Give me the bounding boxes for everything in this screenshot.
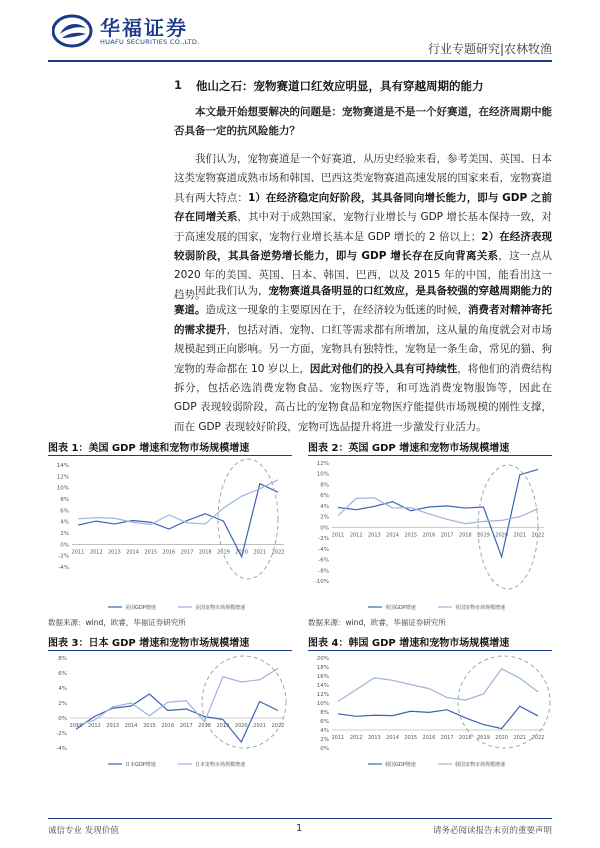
x-tick-label: 2014 <box>124 723 138 729</box>
chart-kr-gdp-pet <box>308 652 552 772</box>
y-tick-label: -8% <box>318 568 329 575</box>
x-tick-label: 2013 <box>107 549 121 556</box>
legend-label: 日本GDP增速 <box>125 762 156 768</box>
x-tick-label: 2017 <box>440 532 454 539</box>
series-line-1 <box>338 498 538 524</box>
legend-label: 韩国宠物市场规模增速 <box>455 762 506 768</box>
x-tick-label: 2019 <box>216 723 230 729</box>
y-tick-label: 16% <box>316 674 329 680</box>
text-run: ，这一点从 2020 年的美国、英国、日本、韩国、巴西，以及 2015 年的中国，能看出这一趋势。 <box>174 250 552 301</box>
x-tick-label: 2012 <box>349 532 363 539</box>
x-tick-label: 2013 <box>367 735 381 741</box>
y-tick-label: -4% <box>58 565 69 571</box>
x-tick-label: 2022 <box>531 735 545 741</box>
x-tick-label: 2016 <box>422 532 436 539</box>
bold-run: 2）在经济表现较弱阶段，其具备逆势增长能力，即与 GDP 增长存在反向背离关系 <box>174 230 552 263</box>
y-tick-label: 4% <box>320 728 329 734</box>
intro-question: 本文最开始想要解决的问题是：宠物赛道是不是一个好赛道，在经济周期中能否具备一定的抗风险能力？ <box>174 106 552 138</box>
figure-4-title: 图表 4：韩国 GDP 增速和宠物市场规模增速 <box>308 638 510 649</box>
y-tick-label: -2% <box>58 553 69 560</box>
x-tick-label: 2021 <box>253 549 267 556</box>
legend-label: 美国宠物市场规模增速 <box>195 605 246 611</box>
y-tick-label: 6% <box>320 719 329 725</box>
series-line-0 <box>338 706 538 728</box>
x-tick-label: 2014 <box>126 549 139 556</box>
x-tick-label: 2019 <box>477 532 490 539</box>
y-tick-label: 2% <box>320 737 329 743</box>
logo-text-en: HUAFU SECURITIES CO.,LTD. <box>100 38 200 46</box>
figure-3-rule <box>48 650 292 651</box>
legend-label: 日本宠物市场规模增速 <box>195 762 246 768</box>
legend-label: 英国GDP增速 <box>385 605 416 611</box>
x-tick-label: 2020 <box>495 532 509 539</box>
y-tick-label: -4% <box>56 746 67 752</box>
header-divider <box>48 60 552 62</box>
x-tick-label: 2020 <box>234 723 248 729</box>
highlight-ellipse <box>202 656 286 748</box>
y-tick-label: 14% <box>56 463 69 469</box>
x-tick-label: 2017 <box>179 723 193 729</box>
y-tick-label: 10% <box>56 485 69 492</box>
y-tick-label: 10% <box>316 701 329 707</box>
chart-us-gdp-pet <box>48 457 292 615</box>
x-tick-label: 2016 <box>422 735 436 741</box>
x-tick-label: 2011 <box>71 549 85 556</box>
bold-run: 因此对他们的投入具有可持续性 <box>309 362 458 375</box>
logo-text-cn: 华福证券 <box>100 16 188 40</box>
figure-2-rule <box>308 455 552 456</box>
chart-jp-gdp-pet <box>48 652 292 772</box>
y-tick-label: 12% <box>316 692 329 698</box>
text-run: ，其中对于成熟国家，宠物行业增长与 GDP 增长基本保持一致，对于高速发展的国家，宠物行业增长基本是 GDP 增长的 2 倍以上； <box>174 211 552 243</box>
figure-1-source: 数据来源：wind，欧睿，华福证券研究所 <box>48 618 186 627</box>
y-tick-label: 0% <box>58 716 67 722</box>
x-tick-label: 2017 <box>440 735 454 741</box>
x-tick-label: 2018 <box>198 723 211 729</box>
y-tick-label: 6% <box>60 508 69 515</box>
text-run: 造成这一现象的主要原因在于，在经济较为低迷的时候， <box>205 304 468 317</box>
x-tick-label: 2014 <box>386 532 399 539</box>
footer-slogan: 诚信专业 发现价值 <box>48 826 119 836</box>
y-tick-label: 0% <box>320 746 329 752</box>
x-tick-label: 2018 <box>458 735 472 741</box>
x-tick-label: 2020 <box>495 735 509 741</box>
x-tick-label: 2013 <box>106 723 120 729</box>
y-tick-label: 6% <box>320 493 329 500</box>
x-tick-label: 2015 <box>143 723 156 729</box>
y-tick-label: -10% <box>314 579 329 585</box>
x-tick-label: 2020 <box>235 549 249 556</box>
y-tick-label: 14% <box>316 683 329 689</box>
y-tick-label: 20% <box>316 656 329 662</box>
y-tick-label: 12% <box>316 461 329 467</box>
x-tick-label: 2013 <box>367 532 381 539</box>
y-tick-label: 4% <box>60 519 69 526</box>
x-tick-label: 2016 <box>161 723 175 729</box>
report-category: 行业专题研究|农林牧渔 <box>427 42 552 56</box>
y-tick-label: 8% <box>320 482 329 489</box>
section-title: 他山之石：宠物赛道口红效应明显，具有穿越周期的能力 <box>196 79 484 93</box>
series-line-0 <box>78 484 278 557</box>
section-number: 1 <box>174 78 183 92</box>
legend-label: 韩国GDP增速 <box>385 762 416 768</box>
x-tick-label: 2018 <box>198 549 212 556</box>
text-run: 因此我们认为， <box>195 285 269 297</box>
x-tick-label: 2021 <box>513 735 527 741</box>
x-tick-label: 2022 <box>271 549 285 556</box>
bold-run: 宠物赛道具备明显的口红效应，是具备较强的穿越周期能力的赛道。 <box>174 285 552 317</box>
y-tick-label: -6% <box>318 557 329 564</box>
figure-1-title: 图表 1：美国 GDP 增速和宠物市场规模增速 <box>48 443 250 454</box>
figure-1-rule <box>48 455 292 456</box>
y-tick-label: 8% <box>60 497 69 503</box>
y-tick-label: -2% <box>56 731 67 737</box>
y-tick-label: 6% <box>58 671 67 677</box>
x-tick-label: 2011 <box>331 735 345 741</box>
x-tick-label: 2012 <box>349 735 363 741</box>
y-tick-label: 0% <box>320 525 329 532</box>
y-tick-label: -4% <box>318 546 329 553</box>
bold-run: 消费者对精神寄托的需求提升 <box>174 304 552 336</box>
y-tick-label: 2% <box>60 531 69 537</box>
x-tick-label: 2017 <box>180 549 194 556</box>
text-run: ，包括对酒、宠物、口红等需求都有所增加，这从量的角度就会对市场规模起到正向影响。另一方面，宠物具有独特性，宠物是一条生命，常见的猫、狗宠物的寿命都在 10 岁以上， <box>174 323 552 375</box>
y-tick-label: 4% <box>320 503 329 510</box>
x-tick-label: 2015 <box>404 735 418 741</box>
x-tick-label: 2022 <box>531 532 545 539</box>
series-line-1 <box>76 669 278 726</box>
x-tick-label: 2011 <box>331 532 345 539</box>
figure-2-source: 数据来源：wind，欧睿，华福证券研究所 <box>308 618 446 627</box>
figure-4-rule <box>308 650 552 651</box>
x-tick-label: 2019 <box>217 549 230 556</box>
x-tick-label: 2021 <box>253 723 267 729</box>
x-tick-label: 2012 <box>87 723 101 729</box>
legend-label: 英国宠物市场规模增速 <box>455 605 506 611</box>
x-tick-label: 2016 <box>162 549 176 556</box>
footer-disclaimer: 请务必阅读报告末页的重要声明 <box>432 826 552 836</box>
text-run: 我们认为，宠物赛道是一个好赛道，从历史经验来看，参考美国、英国、日本这类宠物赛道成熟市场和韩国、巴西这类宠物赛道高速发展的国家来看，宠物赛道具有两大特点： <box>174 153 552 204</box>
page-number: 1 <box>296 823 303 834</box>
x-tick-label: 2022 <box>271 723 285 729</box>
x-tick-label: 2015 <box>144 549 158 556</box>
page-header <box>0 0 600 68</box>
chart-uk-gdp-pet <box>308 457 552 615</box>
y-tick-label: 2% <box>58 701 67 707</box>
y-tick-label: 12% <box>56 474 69 481</box>
text-run: ，将他们的消费结构拆分，包括必选消费宠物食品、宠物医疗等，和可选消费宠物服饰等，因此在 GDP 表现较弱阶段，高占比的宠物食品和宠物医疗能提供市场规模的刚性支撑，而在 GDP 表现较好阶段，宠物可选品提升将进一步激发行业活力。 <box>174 362 552 433</box>
figure-2-title: 图表 2：英国 GDP 增速和宠物市场规模增速 <box>308 443 510 454</box>
y-tick-label: 8% <box>58 656 67 662</box>
y-tick-label: 18% <box>316 665 329 671</box>
series-line-1 <box>338 669 538 701</box>
y-tick-label: 4% <box>58 686 67 692</box>
legend-label: 美国GDP增速 <box>125 605 156 611</box>
y-tick-label: 2% <box>320 514 329 521</box>
y-tick-label: -2% <box>318 536 329 543</box>
x-tick-label: 2018 <box>458 532 472 539</box>
body-paragraph-2 <box>174 282 552 437</box>
y-tick-label: 10% <box>316 471 329 478</box>
y-tick-label: 0% <box>60 542 69 549</box>
series-line-1 <box>78 480 278 525</box>
x-tick-label: 2019 <box>477 735 490 741</box>
highlight-ellipse <box>218 459 278 579</box>
x-tick-label: 2012 <box>89 549 103 556</box>
series-line-0 <box>338 469 538 556</box>
figure-3-title: 图表 3：日本 GDP 增速和宠物市场规模增速 <box>48 638 250 649</box>
x-tick-label: 2014 <box>386 735 399 741</box>
bold-run: 1）在经济稳定向好阶段，其具备同向增长能力，即与 GDP 之前存在同增关系 <box>174 191 552 224</box>
x-tick-label: 2015 <box>404 532 418 539</box>
y-tick-label: 8% <box>320 710 329 716</box>
x-tick-label: 2011 <box>69 723 83 729</box>
huafu-logo-icon <box>52 14 94 48</box>
footer-divider <box>48 818 552 819</box>
x-tick-label: 2021 <box>513 532 527 539</box>
